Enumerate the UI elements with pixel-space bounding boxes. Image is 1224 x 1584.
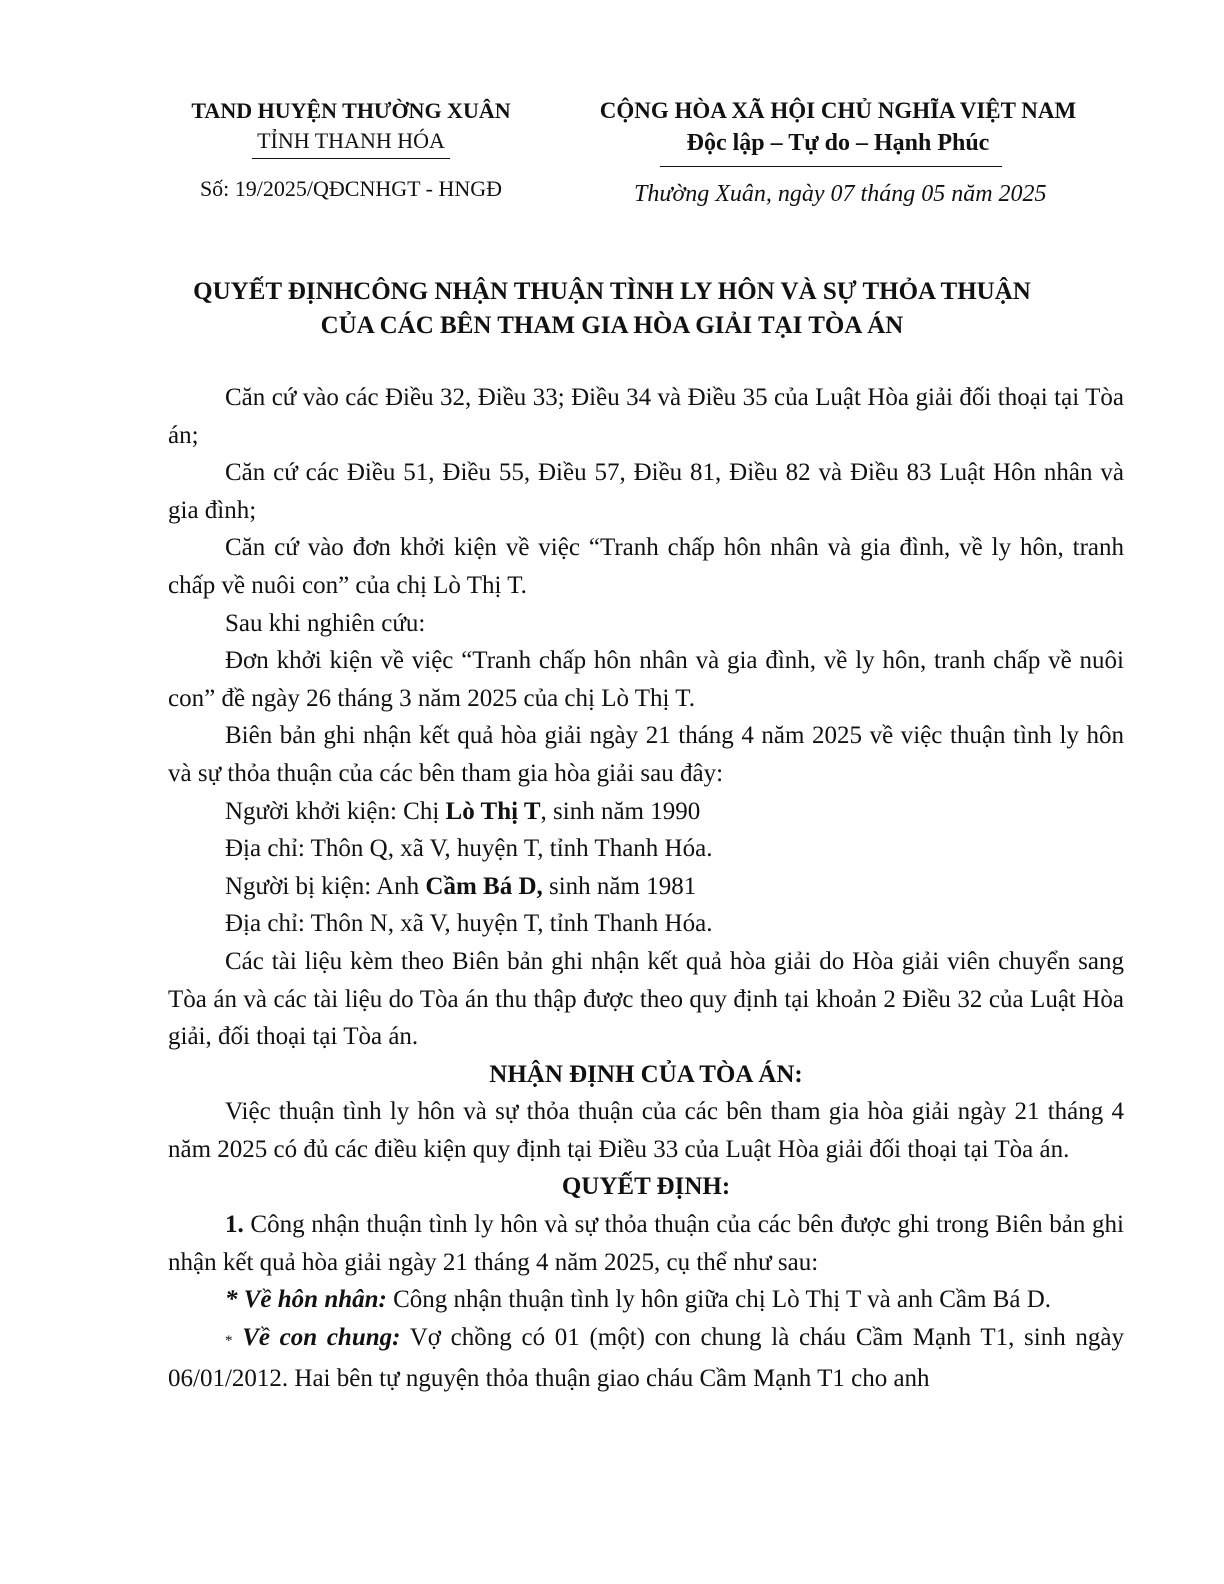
court-opinion-paragraph: Việc thuận tình ly hôn và sự thỏa thuận của các bên tham gia hòa giải ngày 21 tháng 4 năm 2025 có đủ các điều kiện quy định tại Điều 33 của Luật Hòa giải đối thoại tại Tòa án. (168, 1098, 1124, 1163)
plaintiff-suffix: , sinh năm 1990 (540, 797, 701, 825)
defendant-address: Địa chỉ: Thôn N, xã V, huyện T, tỉnh Thanh Hóa. (225, 910, 713, 938)
item-1-text: Công nhận thuận tình ly hôn và sự thỏa thuận của các bên được ghi trong Biên bản ghi nhận kết quả hòa giải ngày 21 tháng 4 năm 2025, cụ thể như sau: (168, 1211, 1124, 1276)
plaintiff-address: Địa chỉ: Thôn Q, xã V, huyện T, tỉnh Thanh Hóa. (225, 835, 713, 863)
defendant-suffix: sinh năm 1981 (542, 872, 697, 900)
legal-basis-3: Căn cứ vào đơn khởi kiện về việc “Tranh chấp hôn nhân và gia đình, về ly hôn, tranh chấp về nuôi con” của chị Lò Thị T. (168, 534, 1124, 599)
motto-underline (660, 166, 1002, 167)
decision-title-line-2: CỦA CÁC BÊN THAM GIA HÒA GIẢI TẠI TÒA ÁN (320, 312, 904, 339)
children-label: Về con chung: (232, 1323, 401, 1351)
defendant-prefix: Người bị kiện: Anh (225, 872, 426, 900)
legal-basis-2: Căn cứ các Điều 51, Điều 55, Điều 57, Điều 81, Điều 82 và Điều 83 Luật Hôn nhân và gia đình; (168, 459, 1124, 524)
mediation-record-paragraph: Biên bản ghi nhận kết quả hòa giải ngày 21 tháng 4 năm 2025 về việc thuận tình ly hôn và sự thỏa thuận của các bên tham gia hòa giải sau đây: (168, 722, 1124, 787)
defendant-name: Cầm Bá D, (425, 872, 543, 900)
plaintiff-prefix: Người khởi kiện: Chị (225, 797, 446, 825)
petition-paragraph: Đơn khởi kiện về việc “Tranh chấp hôn nhân và gia đình, về ly hôn, tranh chấp về nuôi con” đề ngày 26 tháng 3 năm 2025 của chị Lò Thị T. (168, 647, 1124, 712)
attached-documents-paragraph: Các tài liệu kèm theo Biên bản ghi nhận kết quả hòa giải do Hòa giải viên chuyển sang Tòa án và các tài liệu do Tòa án thu thập được theo quy định tại khoản 2 Điều 32 của Luật Hòa giải, đối thoại tại Tòa án. (168, 947, 1124, 1051)
defendant-line (168, 868, 1124, 906)
province-underline (252, 158, 450, 159)
marriage-clause (168, 1281, 1124, 1319)
after-study: Sau khi nghiên cứu: (225, 609, 426, 637)
court-opinion-heading: NHẬN ĐỊNH CỦA TÒA ÁN: (489, 1060, 803, 1088)
national-motto: Độc lập – Tự do – Hạnh Phúc (686, 130, 990, 156)
decision-heading: QUYẾT ĐỊNH: (561, 1173, 731, 1201)
province-name: TỈNH THANH HÓA (257, 128, 445, 153)
nation-name: CỘNG HÒA XÃ HỘI CHỦ NGHĨA VIỆT NAM (599, 98, 1077, 123)
children-clause (168, 1319, 1124, 1398)
children-text: Vợ chồng có 01 (một) con chung là cháu Cầm Mạnh T1, sinh ngày 06/01/2012. Hai bên tự nguyện thỏa thuận giao cháu Cầm Mạnh T1 cho anh (168, 1323, 1125, 1393)
plaintiff-name: Lò Thị T (445, 797, 541, 825)
decision-title-line-1: QUYẾT ĐỊNHCÔNG NHẬN THUẬN TÌNH LY HÔN VÀ SỰ THỎA THUẬN (193, 278, 1031, 305)
decision-item-1 (168, 1206, 1124, 1281)
children-star: * (225, 1332, 233, 1349)
place-date: Thường Xuân, ngày 07 tháng 05 năm 2025 (634, 181, 1047, 207)
marriage-label: * Về hôn nhân: (225, 1286, 387, 1314)
document-number: Số: 19/2025/QĐCNHGT - HNGĐ (199, 176, 503, 201)
document-body (168, 379, 1124, 1398)
marriage-text: Công nhận thuận tình ly hôn giữa chị Lò Thị T và anh Cầm Bá D. (386, 1286, 1052, 1314)
legal-basis-1: Căn cứ vào các Điều 32, Điều 33; Điều 34 và Điều 35 của Luật Hòa giải đối thoại tại Tòa án; (168, 384, 1124, 449)
item-number: 1. (225, 1211, 244, 1239)
court-name: TAND HUYỆN THƯỜNG XUÂN (191, 98, 511, 123)
plaintiff-line (168, 793, 1124, 831)
